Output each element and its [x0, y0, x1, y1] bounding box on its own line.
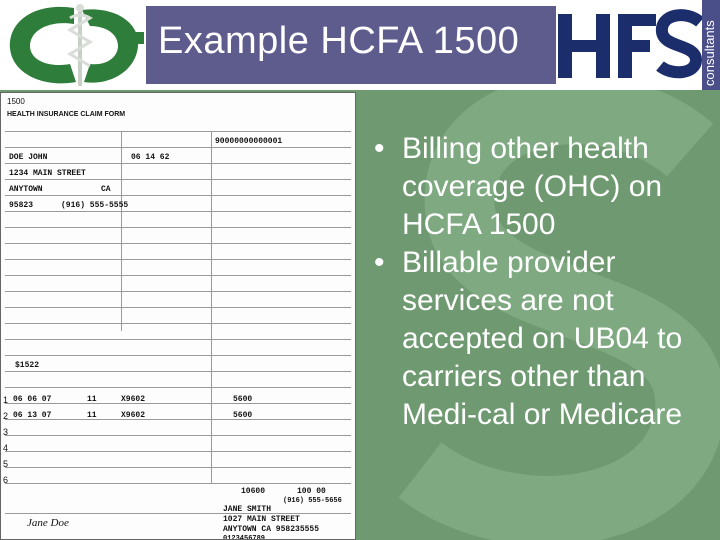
total-charge: 10600 [241, 487, 266, 496]
form-number: 1500 [7, 97, 25, 106]
physician-signature: Jane Doe [27, 517, 69, 529]
charges-box: $1522 [15, 361, 40, 370]
procedure-code: X9602 [121, 411, 146, 420]
bullet-item: • Billable provider services are not accepted on UB04 to carriers other than Medi-cal or Medicare [374, 246, 683, 431]
procedure-code: X9602 [121, 395, 146, 404]
patient-dob: 06 14 62 [131, 153, 170, 162]
line-number: 3 [3, 427, 9, 437]
line-charge: 5600 [233, 411, 253, 420]
provider-name: JANE SMITH [223, 505, 272, 514]
patient-phone: (916) 555-5555 [61, 201, 129, 210]
patient-zip: 95823 [9, 201, 34, 210]
line-number: 5 [3, 459, 9, 469]
bullet-list [374, 130, 714, 434]
provider-id: 0123456789 [223, 535, 266, 540]
bullet-item: • Billing other health coverage (OHC) on HCFA 1500 [374, 132, 663, 241]
provider-street: 1027 MAIN STREET [223, 515, 300, 524]
bullet-text: Billable provider services are not accepted on UB04 to carriers other than Medi-cal or Medicare [402, 246, 683, 431]
place-of-service: 11 [87, 395, 97, 404]
service-date: 06 06 07 [13, 395, 52, 404]
logo-side-text: consultants [702, 20, 717, 86]
line-number: 1 [3, 395, 9, 405]
insured-id: 90000000000001 [215, 137, 283, 146]
provider-phone: (916) 555-5656 [283, 497, 342, 505]
line-number: 4 [3, 443, 9, 453]
patient-name: DOE JOHN [9, 153, 48, 162]
hfs-logo-icon [556, 0, 720, 90]
place-of-service: 11 [87, 411, 97, 420]
hcfa-1500-form [0, 92, 356, 540]
line-charge: 5600 [233, 395, 253, 404]
amount-paid: 100 00 [297, 487, 326, 496]
slide-title: Example HCFA 1500 [158, 20, 520, 62]
provider-city: ANYTOWN CA 958235555 [223, 525, 320, 534]
service-date: 06 13 07 [13, 411, 52, 420]
patient-state: CA [101, 185, 111, 194]
line-number: 2 [3, 411, 9, 421]
patient-city: ANYTOWN [9, 185, 43, 194]
health-logo-icon [4, 2, 144, 88]
patient-address: 1234 MAIN STREET [9, 169, 86, 178]
form-heading: HEALTH INSURANCE CLAIM FORM [7, 111, 126, 118]
bullet-text: Billing other health coverage (OHC) on HCFA 1500 [402, 132, 663, 241]
line-number: 6 [3, 475, 9, 485]
